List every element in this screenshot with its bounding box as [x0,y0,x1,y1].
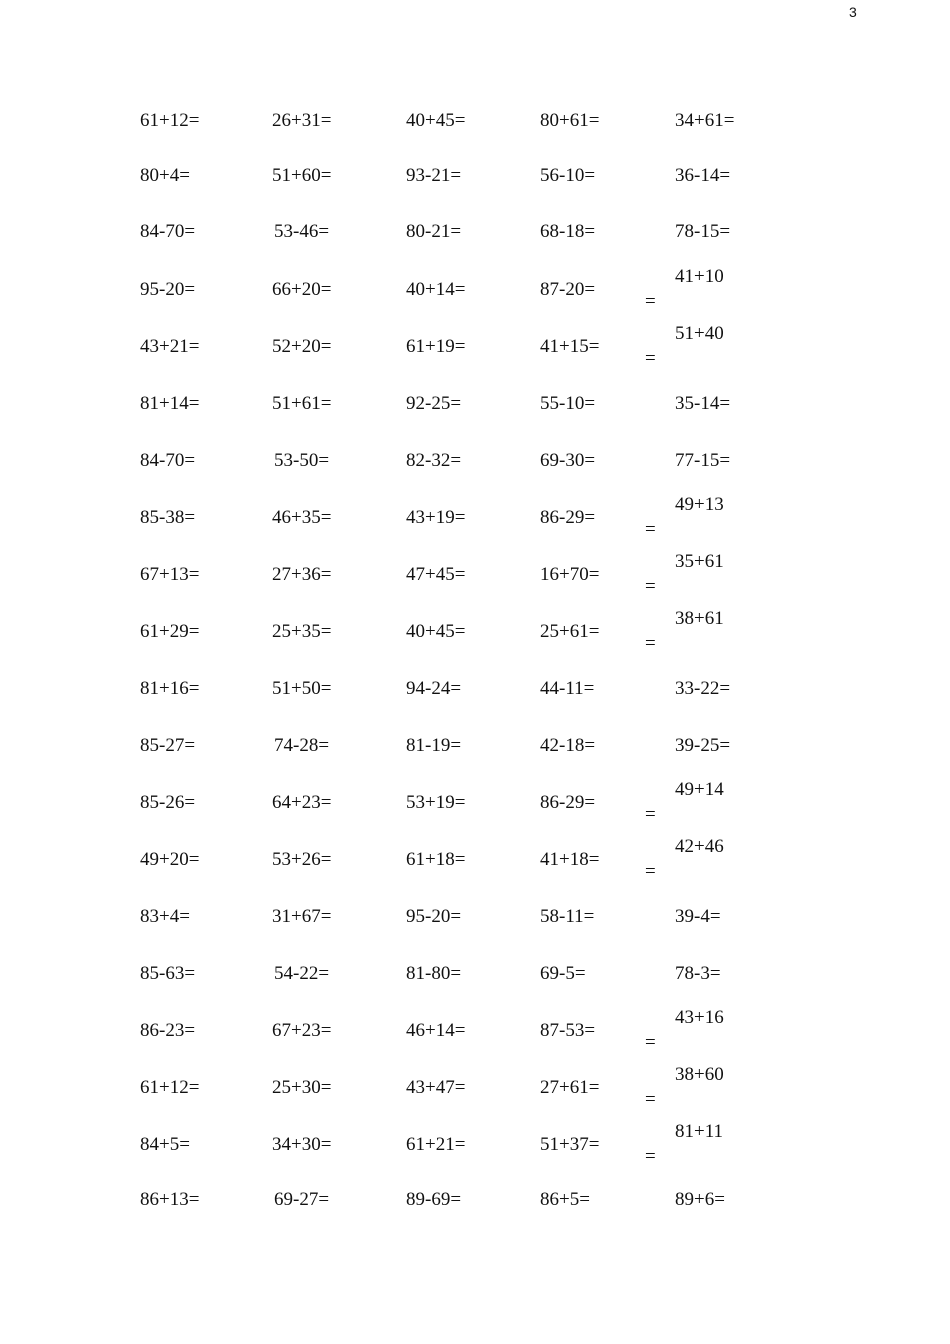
problem-cell: 69-5= [540,963,586,984]
problem-cell: 64+23= [272,792,332,813]
problem-cell: 67+23= [272,1020,332,1041]
problem-equals-sign: = [645,576,656,597]
problem-cell: 51+50= [272,678,332,699]
problem-cell: 34+30= [272,1134,332,1155]
problem-cell: 41+18= [540,849,600,870]
problem-cell: 53+26= [272,849,332,870]
problem-cell: 84-70= [140,450,196,471]
problem-cell: 56-10= [540,165,596,186]
problem-cell: 69-30= [540,450,596,471]
problem-cell: 43+47= [406,1077,466,1098]
problem-cell: 61+12= [140,110,200,131]
problem-text-part: 42+46 [675,836,724,857]
problem-cell: 25+30= [272,1077,332,1098]
problem-cell: 80+4= [140,165,190,186]
problem-cell: 95-20= [406,906,462,927]
problem-cell: 68-18= [540,221,596,242]
problem-text-part: 35+61 [675,551,724,572]
problem-equals-sign: = [645,804,656,825]
problem-cell: 36-14= [675,165,731,186]
problem-cell: 78-3= [675,963,721,984]
problem-cell: 43+21= [140,336,200,357]
problem-cell: 85-26= [140,792,196,813]
problem-equals-sign: = [645,519,656,540]
problem-text-part: 41+10 [675,266,724,287]
problem-text-part: 38+61 [675,608,724,629]
problem-cell: 34+61= [675,110,735,131]
problem-cell: 93-21= [406,165,462,186]
problem-cell: 41+15= [540,336,600,357]
problem-cell: 25+61= [540,621,600,642]
page-number: 3 [849,4,857,20]
problem-equals-sign: = [645,1146,656,1167]
problem-text-part: 43+16 [675,1007,724,1028]
problem-cell: 26+31= [272,110,332,131]
problem-cell: 43+19= [406,507,466,528]
problem-cell: 31+67= [272,906,332,927]
problem-cell: 61+21= [406,1134,466,1155]
problem-equals-sign: = [645,1089,656,1110]
problem-cell: 51+37= [540,1134,600,1155]
problem-cell: 27+36= [272,564,332,585]
problem-equals-sign: = [645,861,656,882]
problem-cell: 55-10= [540,393,596,414]
problem-cell: 40+45= [406,621,466,642]
problem-cell: 61+19= [406,336,466,357]
problem-equals-sign: = [645,291,656,312]
problem-cell: 51+60= [272,165,332,186]
problem-cell: 84-70= [140,221,196,242]
problem-cell: 77-15= [675,450,731,471]
problem-cell: 52+20= [272,336,332,357]
problem-text-part: 49+13 [675,494,724,515]
problem-cell: 82-32= [406,450,462,471]
problem-cell: 66+20= [272,279,332,300]
problem-cell: 81+16= [140,678,200,699]
problem-cell: 16+70= [540,564,600,585]
problem-cell: 53-50= [274,450,330,471]
problem-cell: 86+5= [540,1189,590,1210]
problem-cell: 40+45= [406,110,466,131]
problem-cell: 47+45= [406,564,466,585]
problem-cell: 61+12= [140,1077,200,1098]
problem-cell: 78-15= [675,221,731,242]
problem-cell: 40+14= [406,279,466,300]
problem-cell: 53+19= [406,792,466,813]
problem-cell: 81+14= [140,393,200,414]
problem-cell: 61+29= [140,621,200,642]
problem-cell: 33-22= [675,678,731,699]
problem-cell: 85-27= [140,735,196,756]
problem-cell: 81-19= [406,735,462,756]
problem-cell: 83+4= [140,906,190,927]
problem-cell: 81-80= [406,963,462,984]
problem-cell: 80-21= [406,221,462,242]
problem-cell: 25+35= [272,621,332,642]
problem-cell: 87-20= [540,279,596,300]
problem-cell: 89-69= [406,1189,462,1210]
problem-cell: 51+61= [272,393,332,414]
problem-cell: 39-4= [675,906,721,927]
problem-equals-sign: = [645,1032,656,1053]
problem-equals-sign: = [645,633,656,654]
problem-text-part: 51+40 [675,323,724,344]
problem-cell: 27+61= [540,1077,600,1098]
problem-cell: 86+13= [140,1189,200,1210]
problem-cell: 39-25= [675,735,731,756]
problem-text-part: 38+60 [675,1064,724,1085]
problem-cell: 95-20= [140,279,196,300]
problem-cell: 54-22= [274,963,330,984]
problem-cell: 53-46= [274,221,330,242]
problem-cell: 87-53= [540,1020,596,1041]
problem-cell: 84+5= [140,1134,190,1155]
problem-cell: 85-63= [140,963,196,984]
problem-cell: 74-28= [274,735,330,756]
problem-cell: 46+14= [406,1020,466,1041]
problem-cell: 69-27= [274,1189,330,1210]
problem-cell: 49+20= [140,849,200,870]
problem-cell: 86-29= [540,792,596,813]
problem-cell: 67+13= [140,564,200,585]
problem-text-part: 81+11 [675,1121,724,1142]
problem-cell: 86-23= [140,1020,196,1041]
problem-cell: 94-24= [406,678,462,699]
problem-cell: 61+18= [406,849,466,870]
problem-cell: 80+61= [540,110,600,131]
problem-cell: 35-14= [675,393,731,414]
problem-cell: 58-11= [540,906,595,927]
problem-cell: 44-11= [540,678,595,699]
problem-cell: 46+35= [272,507,332,528]
problem-cell: 85-38= [140,507,196,528]
problem-cell: 86-29= [540,507,596,528]
problem-cell: 92-25= [406,393,462,414]
problem-text-part: 49+14 [675,779,724,800]
problem-equals-sign: = [645,348,656,369]
problem-cell: 89+6= [675,1189,725,1210]
problem-cell: 42-18= [540,735,596,756]
